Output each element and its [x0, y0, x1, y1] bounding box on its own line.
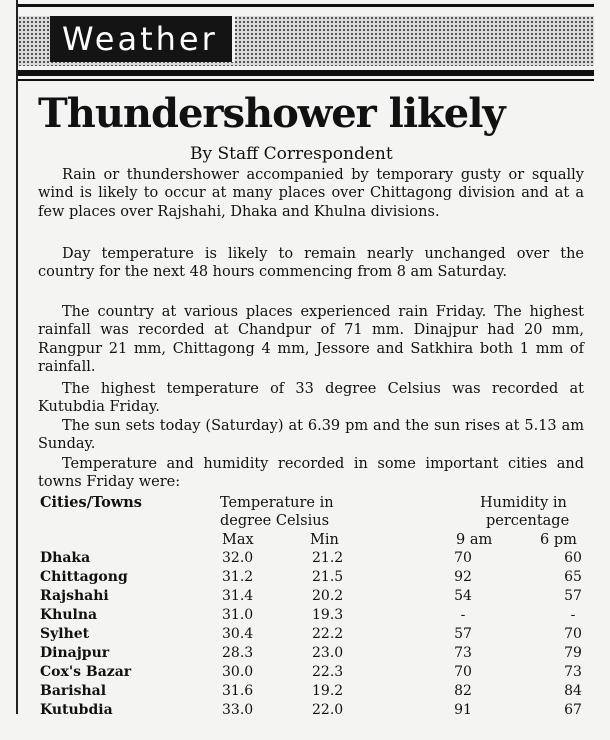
subheader-min: Min	[310, 532, 339, 548]
banner-rule-thick	[18, 70, 594, 76]
col-header-temp-1: Temperature in	[220, 495, 334, 511]
paragraph-text: The country at various places experienced rain Friday. The highest rainfall was recorded at Chandpur of 71 mm. Dinajpur had 20 mm, Rangpur 21 mm, Chittagong 4 mm, Jessore and Satkhira both 1 mm of rainfall.	[38, 304, 584, 376]
row-min: 21.2	[312, 550, 344, 566]
subheader-9am: 9 am	[456, 532, 493, 548]
row-max: 30.4	[222, 626, 254, 642]
section-title: Weather	[50, 16, 235, 62]
row-max: 31.6	[222, 683, 254, 699]
row-humidity-6pm: 73	[564, 664, 582, 680]
row-city: Barishal	[40, 683, 107, 699]
row-max: 31.4	[222, 588, 254, 604]
row-max: 30.0	[222, 664, 254, 680]
row-city: Rajshahi	[40, 588, 109, 604]
section-banner	[18, 16, 594, 66]
row-humidity-6pm: 70	[564, 626, 582, 642]
top-rule	[18, 4, 594, 7]
row-max: 32.0	[222, 550, 254, 566]
row-humidity-6pm: 79	[564, 645, 582, 661]
paragraph-5	[38, 417, 584, 454]
row-humidity-9am: -	[460, 607, 466, 623]
paragraph-3	[38, 303, 584, 377]
row-city: Cox's Bazar	[40, 664, 132, 680]
row-humidity-9am: 92	[454, 569, 472, 585]
headline: Thundershower likely	[38, 90, 505, 137]
col-header-humidity-1: Humidity in	[480, 495, 567, 511]
col-header-city: Cities/Towns	[40, 494, 142, 511]
row-min: 19.3	[312, 607, 344, 623]
col-header-temp-2: degree Celsius	[220, 513, 330, 529]
row-humidity-6pm: 65	[564, 569, 582, 585]
left-column-rule	[16, 0, 18, 714]
row-humidity-9am: 70	[454, 664, 472, 680]
row-humidity-9am: 82	[454, 683, 472, 699]
row-min: 20.2	[312, 588, 344, 604]
row-max: 31.0	[222, 607, 254, 623]
paragraph-text: Day temperature is likely to remain nearly unchanged over the country for the next 48 hours commencing from 8 am Saturday.	[38, 246, 584, 281]
row-min: 22.0	[312, 702, 344, 718]
row-city: Dhaka	[40, 550, 91, 566]
byline: By Staff Correspondent	[190, 144, 393, 164]
col-header-humidity-2: percentage	[486, 513, 570, 529]
row-max: 33.0	[222, 702, 254, 718]
paragraph-2	[38, 245, 584, 282]
row-min: 21.5	[312, 569, 344, 585]
row-max: 28.3	[222, 645, 254, 661]
row-humidity-9am: 70	[454, 550, 472, 566]
row-humidity-9am: 57	[454, 626, 472, 642]
row-min: 22.2	[312, 626, 344, 642]
row-humidity-9am: 73	[454, 645, 472, 661]
row-min: 23.0	[312, 645, 344, 661]
subheader-max: Max	[222, 532, 254, 548]
row-humidity-9am: 91	[454, 702, 472, 718]
paragraph-text: Rain or thundershower accompanied by temporary gusty or squally wind is likely to occur at many places over Chittagong division and at a few places over Rajshahi, Dhaka and Khulna divisions.	[38, 167, 584, 220]
paragraph-text: The highest temperature of 33 degree Celsius was recorded at Kutubdia Friday.	[38, 381, 584, 416]
row-max: 31.2	[222, 569, 254, 585]
row-min: 22.3	[312, 664, 344, 680]
row-humidity-6pm: 57	[564, 588, 582, 604]
row-city: Kutubdia	[40, 702, 113, 718]
paragraph-4	[38, 380, 584, 417]
banner-rule-thin	[18, 79, 594, 81]
paragraph-text: Temperature and humidity recorded in some important cities and towns Friday were:	[38, 456, 584, 491]
row-city: Sylhet	[40, 626, 90, 642]
row-city: Khulna	[40, 607, 98, 623]
row-humidity-9am: 54	[454, 588, 472, 604]
row-city: Chittagong	[40, 569, 128, 585]
paragraph-6	[38, 455, 584, 492]
paragraph-text: The sun sets today (Saturday) at 6.39 pm and the sun rises at 5.13 am Sunday.	[38, 418, 584, 453]
row-min: 19.2	[312, 683, 344, 699]
subheader-6pm: 6 pm	[540, 532, 577, 548]
row-humidity-6pm: 60	[564, 550, 582, 566]
row-humidity-6pm: 84	[564, 683, 582, 699]
row-city: Dinajpur	[40, 645, 110, 661]
row-humidity-6pm: -	[570, 607, 576, 623]
paragraph-1	[38, 166, 584, 221]
row-humidity-6pm: 67	[564, 702, 582, 718]
